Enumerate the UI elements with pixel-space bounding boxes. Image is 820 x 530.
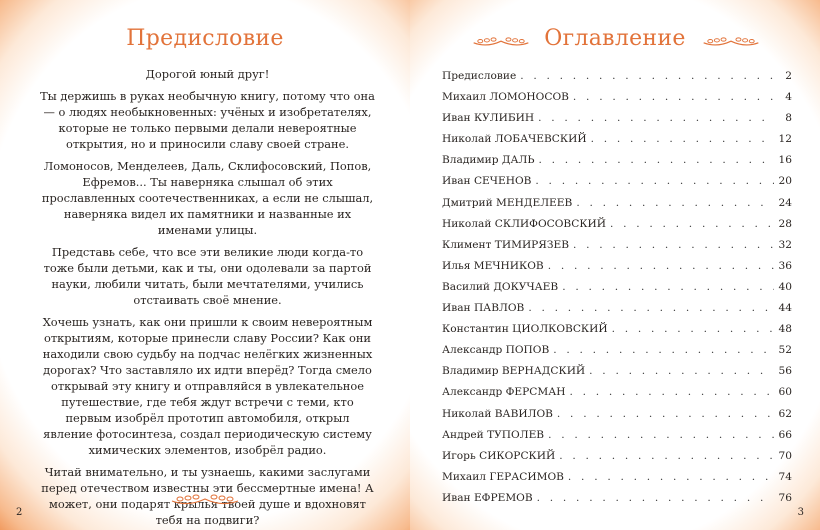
toc-entry-title: Александр ФЕРСМАН — [442, 386, 566, 399]
toc-entry-title: Николай СКЛИФОСОВСКИЙ — [442, 217, 606, 230]
toc-entry[interactable] — [442, 171, 792, 192]
toc-entry[interactable] — [442, 467, 792, 488]
leader-dots — [570, 382, 775, 403]
page-title: Оглавление — [544, 26, 686, 51]
toc-entry[interactable] — [442, 404, 792, 425]
toc-entry-page: 40 — [778, 280, 792, 293]
toc-entry-title: Дмитрий МЕНДЕЛЕЕВ — [442, 196, 573, 209]
leader-dots — [591, 129, 774, 150]
toc-entry-title: Николай ВАВИЛОВ — [442, 407, 553, 420]
toc-entry[interactable] — [442, 256, 792, 277]
toc-entry[interactable] — [442, 340, 792, 361]
toc-entry[interactable] — [442, 446, 792, 467]
toc-entry[interactable] — [442, 488, 792, 509]
leader-dots — [568, 467, 774, 488]
leader-dots — [573, 235, 774, 256]
toc-entry-page: 28 — [778, 217, 792, 230]
toc-entry-page: 48 — [778, 323, 792, 336]
toc-entry-title: Михаил ЛОМОНОСОВ — [442, 91, 569, 104]
toc-entry[interactable] — [442, 193, 792, 214]
table-of-contents — [442, 66, 792, 509]
toc-entry-page: 70 — [778, 449, 792, 462]
paragraph: Читай внимательно, и ты узнаешь, какими заслугами перед отечеством известны эти бессмертные имена! А может, они подарят крылья твоей душе и вдохновят тебя на подвиги? — [41, 465, 374, 527]
toc-entry-page: 2 — [785, 70, 792, 82]
paragraph: Ломоносов, Менделеев, Даль, Склифосовский, Попов, Ефремов... Ты наверняка слышал об этих прославленных соотечественниках, а если не слышал, наверняка видел их памятники и названные их именами улицы. — [41, 159, 374, 237]
leader-dots — [520, 66, 774, 87]
toc-entry-page: 62 — [778, 407, 792, 420]
toc-entry-title: Илья МЕЧНИКОВ — [442, 259, 544, 272]
toc-entry-title: Климент ТИМИРЯЗЕВ — [442, 238, 569, 251]
leader-dots — [538, 150, 774, 171]
toc-entry-title: Иван КУЛИБИН — [442, 112, 535, 125]
page-number: 3 — [797, 507, 804, 518]
toc-entry-title: Михаил ГЕРАСИМОВ — [442, 470, 564, 483]
toc-entry[interactable] — [442, 361, 792, 382]
toc-entry-page: 66 — [778, 428, 792, 441]
leader-dots — [576, 193, 774, 214]
toc-entry[interactable] — [442, 214, 792, 235]
toc-entry-page: 16 — [778, 154, 792, 167]
greeting: Дорогой юный друг! — [145, 67, 270, 81]
toc-entry-title: Андрей ТУПОЛЕВ — [442, 428, 545, 441]
toc-entry-title: Владимир ДАЛЬ — [442, 154, 535, 167]
toc-entry[interactable] — [442, 298, 792, 319]
toc-entry-title: Николай ЛОБАЧЕВСКИЙ — [442, 133, 587, 146]
paragraph: Ты держишь в руках необычную книгу, потому что она — о людях необыкновенных: учёных и изобретателях, которые не только первыми делали невероятные открытия, но и приносили славу своей стране. — [40, 89, 375, 151]
leader-dots — [548, 256, 774, 277]
leader-dots — [612, 319, 774, 340]
leader-dots — [559, 446, 774, 467]
toc-entry[interactable] — [442, 277, 792, 298]
toc-entry[interactable] — [442, 425, 792, 446]
toc-entry[interactable] — [442, 319, 792, 340]
leader-dots — [553, 340, 774, 361]
toc-entry-title: Иван СЕЧЕНОВ — [442, 175, 532, 188]
leader-dots — [535, 171, 774, 192]
paragraph: Хочешь узнать, как они пришли к своим невероятным открытиям, которые принесли славу России? Как они находили свою судьбу на подчас нелёгких жизненных дорогах? Что заставляло их идти вперёд? Тогда смело открывай эту книгу и отправляйся в увлекательное путешествие, где тебя ждут встречи с теми, кто первым изобрёл прототип автомобиля, открыл явление фотосинтеза, создал периодическую систему химических элементов, изобрёл радио. — [42, 315, 373, 457]
paragraph: Представь себе, что все эти великие люди когда-то тоже были детьми, как и ты, они одолевали за партой науки, любили читать, были мечтателями, учились отстаивать своё мнение. — [43, 245, 372, 307]
toc-entry-page: 24 — [778, 196, 792, 209]
toc-entry-title: Предисловие — [442, 70, 517, 82]
toc-entry-title: Иван ЕФРЕМОВ — [442, 491, 533, 504]
toc-entry-page: 32 — [778, 238, 792, 251]
toc-entry-page: 8 — [785, 112, 792, 125]
leader-dots — [528, 298, 774, 319]
toc-entry-title: Иван ПАВЛОВ — [442, 302, 525, 315]
toc-entry-title: Владимир ВЕРНАДСКИЙ — [442, 365, 586, 378]
toc-entry-page: 60 — [778, 386, 792, 399]
toc-entry-page: 44 — [778, 302, 792, 315]
floral-ornament-icon — [702, 33, 760, 52]
leader-dots — [537, 488, 774, 509]
leader-dots — [573, 87, 774, 108]
toc-entry[interactable] — [442, 382, 792, 403]
toc-entry-title: Игорь СИКОРСКИЙ — [442, 449, 556, 462]
leader-dots — [610, 214, 774, 235]
leader-dots — [557, 404, 774, 425]
leader-dots — [589, 361, 774, 382]
toc-entry[interactable] — [442, 129, 792, 150]
leader-dots — [562, 277, 774, 298]
page-number: 2 — [16, 507, 23, 518]
toc-entry-page: 52 — [778, 344, 792, 357]
toc-entry[interactable] — [442, 66, 792, 87]
toc-entry-page: 20 — [778, 175, 792, 188]
toc-entry[interactable] — [442, 150, 792, 171]
toc-entry-title: Василий ДОКУЧАЕВ — [442, 280, 559, 293]
right-page-contents — [410, 0, 820, 530]
toc-entry[interactable] — [442, 108, 792, 129]
toc-entry-page: 56 — [778, 365, 792, 378]
leader-dots — [538, 108, 774, 129]
preface-text — [40, 66, 375, 530]
leader-dots — [548, 425, 774, 446]
toc-entry[interactable] — [442, 87, 792, 108]
page-title: Предисловие — [126, 26, 284, 51]
toc-entry-title: Константин ЦИОЛКОВСКИЙ — [442, 323, 608, 336]
floral-ornament-icon — [0, 492, 410, 511]
toc-entry-page: 36 — [778, 259, 792, 272]
toc-entry-page: 76 — [778, 491, 792, 504]
toc-entry-page: 4 — [785, 91, 792, 104]
toc-entry[interactable] — [442, 235, 792, 256]
toc-entry-title: Александр ПОПОВ — [442, 344, 550, 357]
toc-entry-page: 74 — [778, 470, 792, 483]
toc-entry-page: 12 — [778, 133, 792, 146]
